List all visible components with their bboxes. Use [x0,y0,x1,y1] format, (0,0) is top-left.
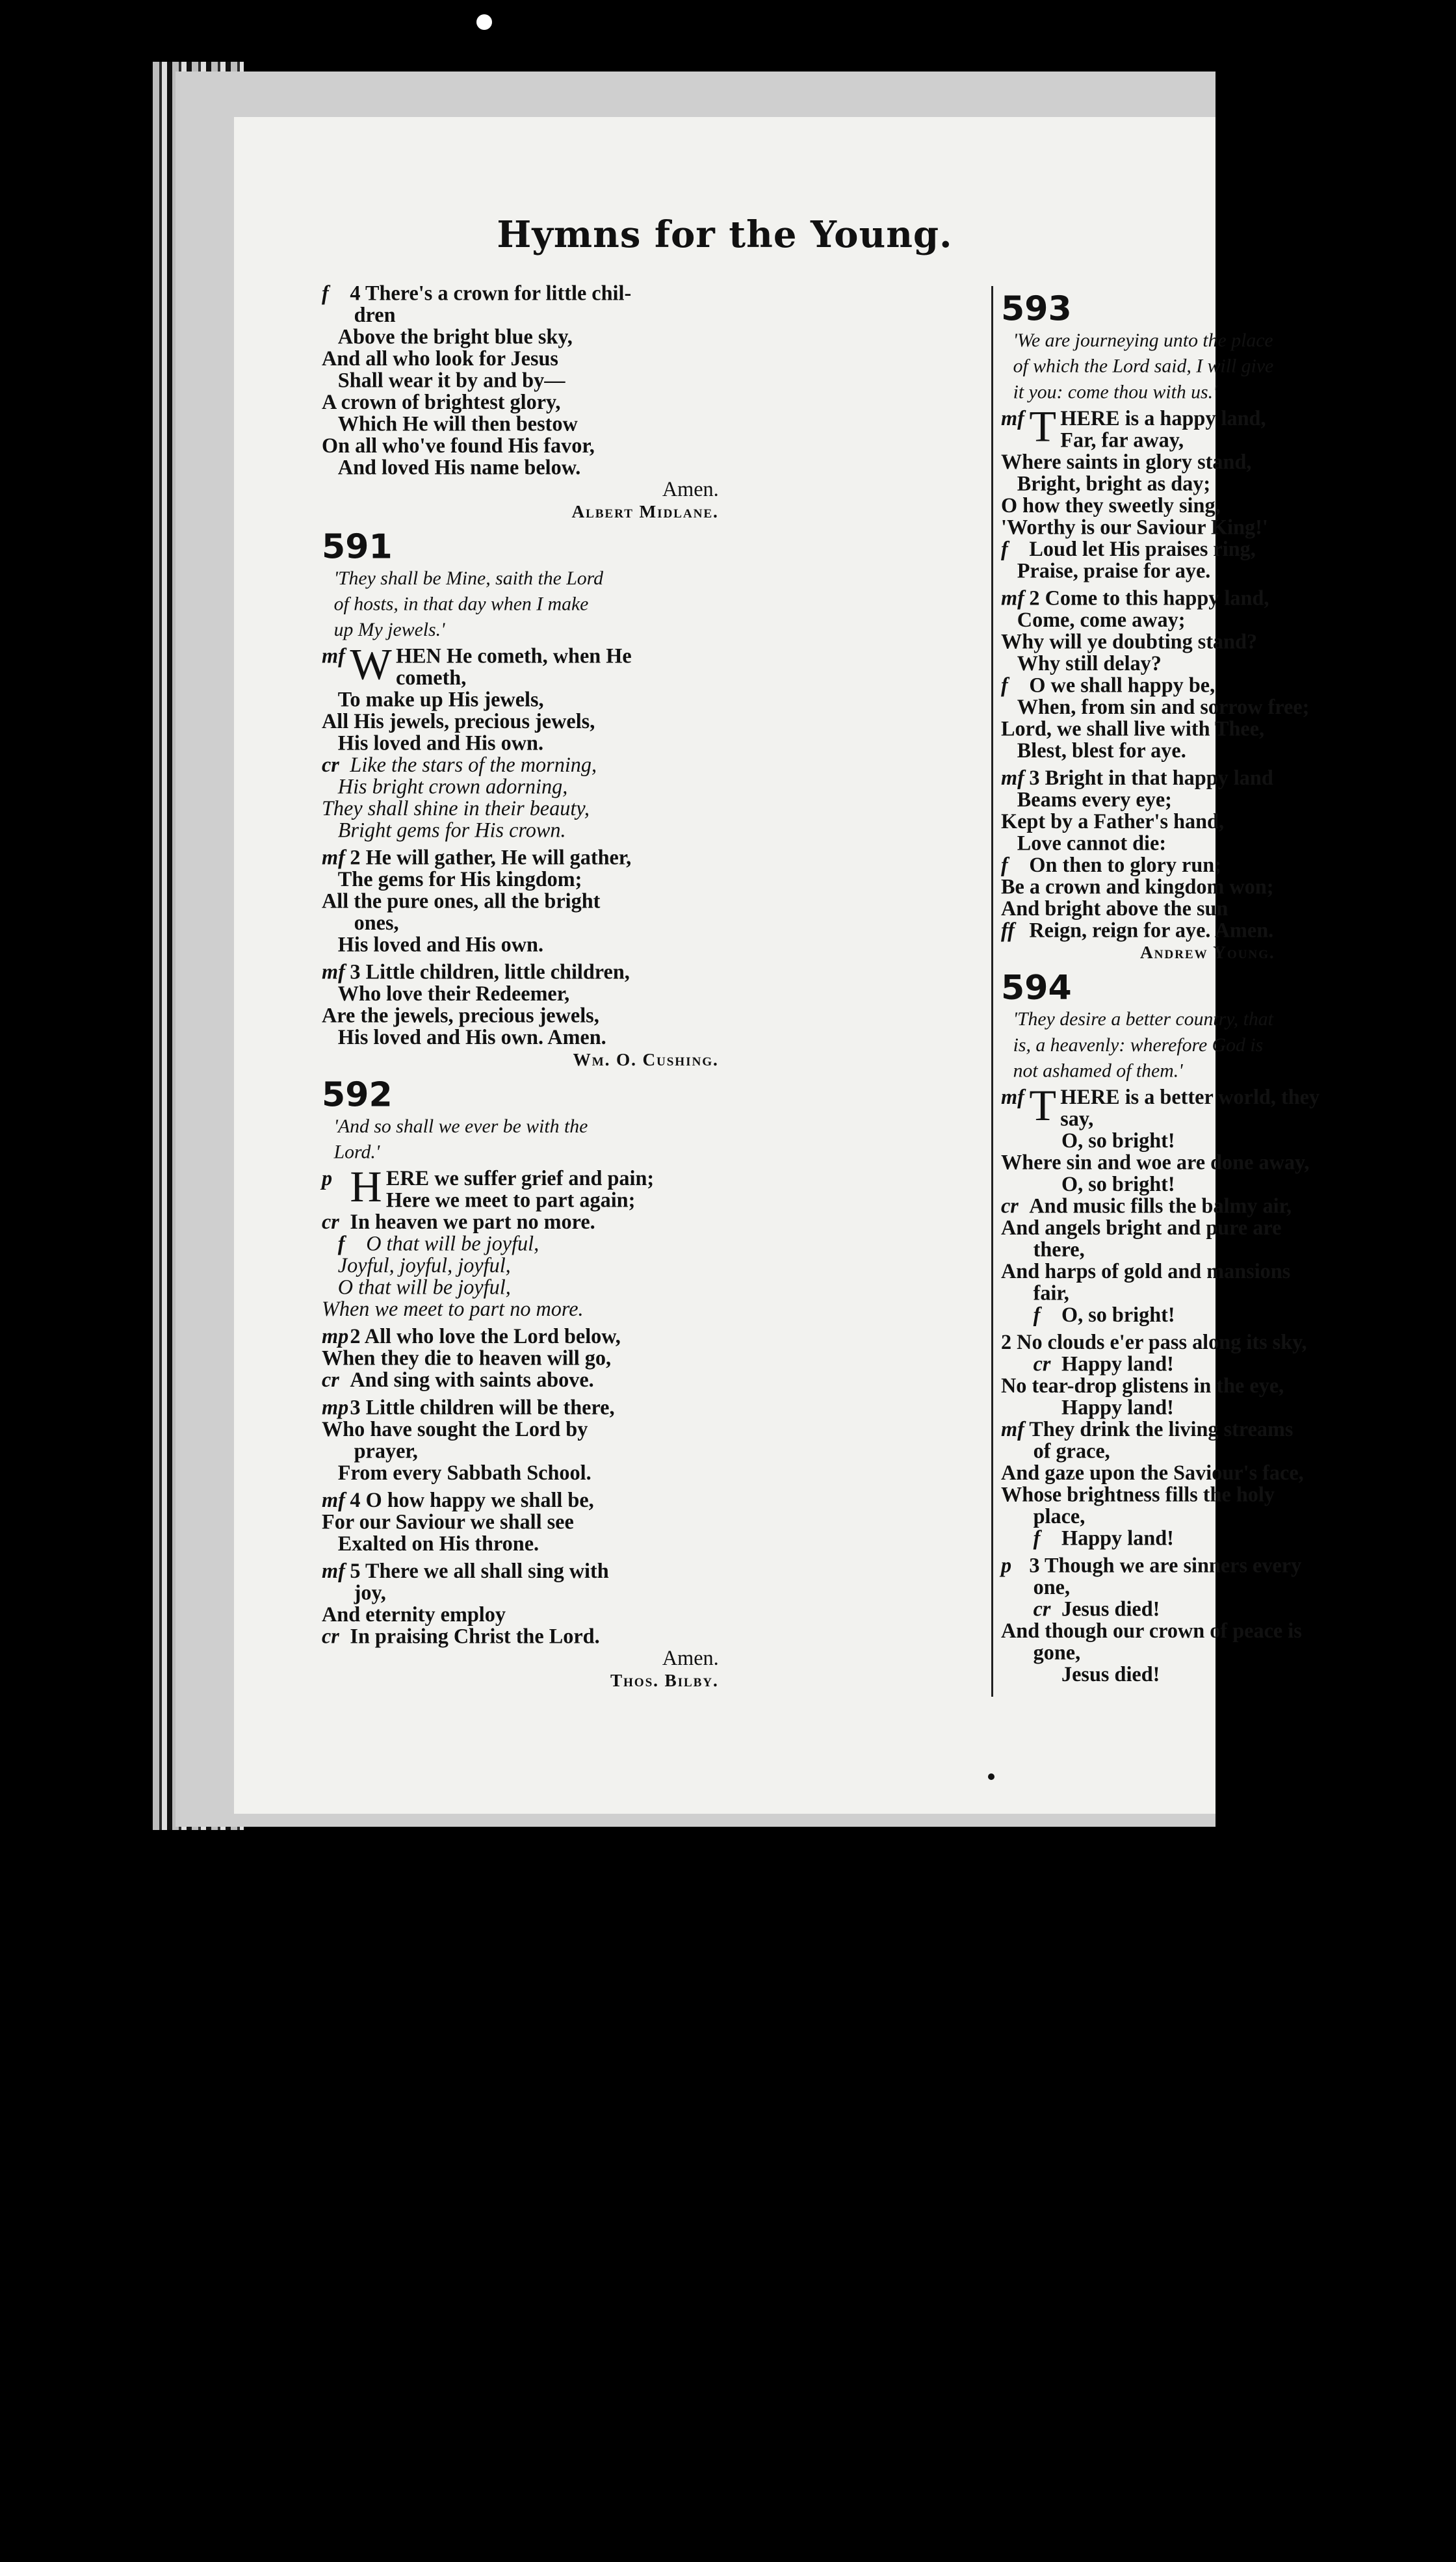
verse-text: 3 Little children, little children, [350,960,630,984]
verse-text: one, [1033,1576,1071,1599]
hymn-594-line [1001,1353,1283,1375]
hymn-epigraph: 'They shall be Mine, saith the Lord [333,567,604,589]
opening-line: HERE is a better world, they [1060,1086,1320,1109]
verse-text: Above the bright blue sky, [337,325,573,349]
hymn-592-line [322,1560,727,1582]
left-column-content [322,283,727,1692]
verse-text: 2 No clouds e'er pass along its sky, [1001,1331,1307,1354]
hymn-594-line [1001,1239,1283,1261]
opening-line: ERE we suffer grief and pain; [385,1167,655,1190]
hymn-593-line [1001,653,1283,674]
verse-text: A crown of brightest glory, [322,391,561,414]
hymn-591-line [322,733,727,754]
dynamic-mark: f [1033,1526,1041,1550]
hymn-590-line [322,391,727,413]
hymn-592-line [322,1462,727,1484]
verse-text: O we shall happy be, [1029,673,1216,697]
hymn-593-line [1001,833,1283,854]
verse-text: prayer, [354,1439,418,1463]
hymn-590-line [322,348,727,369]
verse-text: And though our crown of peace is [1001,1619,1302,1643]
hymn-number: 591 [322,527,393,566]
dynamic-mark: cr [1001,1194,1019,1218]
verse-text: And music fills the balmy air, [1029,1194,1292,1218]
hymn-594-line [1001,1461,1304,1485]
verse-text: Shall wear it by and by— [337,369,566,393]
verse-text: Exalted on His throne. [337,1532,540,1556]
hymn-591-line [322,961,727,983]
verse-text: And bright above the sun [1001,896,1228,921]
verse-text: Jesus died! [1061,1597,1160,1621]
right-column-content [1001,289,1320,1686]
dynamic-mark: f [337,1232,345,1256]
verse-text: 4 There's a crown for little chil- [350,281,632,306]
column-divider [991,286,993,1697]
hymn-592-line [322,1511,727,1533]
hymn-591-line [322,1027,727,1049]
hymn-594-line [1001,1642,1283,1664]
verse-text: And eternity employ [322,1603,506,1627]
verse-text: Reign, reign for aye. Amen. [1029,919,1274,942]
hymn-epigraph: 'They desire a better country, that [1013,1008,1273,1030]
scan-speck [476,14,492,30]
hymn-593-line [1001,609,1283,631]
opening-line: HEN He cometh, when He [395,644,632,668]
verse-text: When we meet to part no more. [322,1298,584,1321]
verse-text: 3 Little children will be there, [350,1396,615,1419]
drop-cap: W [350,639,392,689]
verse-text: O how they sweetly sing, [1001,493,1221,517]
verse-text: 2 Come to this happy land, [1029,586,1269,610]
hymn-593-line [1001,898,1283,919]
hymn-592-line [322,1277,727,1298]
hymn-592-line [322,1255,727,1276]
hymn-592-line [322,1370,727,1391]
hymn-594-line [1001,1173,1283,1195]
hymn-593-line [1001,451,1283,473]
opening-dynamic-row [1001,408,1029,429]
hymn-592-line [322,1397,727,1418]
hymn-590-line [322,435,727,456]
first-verse-opening [1001,1080,1320,1131]
hymn-epigraph: 'We are journeying unto the place [1013,330,1273,351]
verse-text: His loved and His own. [337,731,544,755]
dynamic-mark: ff [1001,919,1015,942]
verse-text: All the pure ones, all the bright [322,889,601,913]
verse-text: From every Sabbath School. [337,1461,592,1485]
dynamic-mark: f [322,281,329,306]
hymn-590-line [322,413,727,435]
hymn-594-line [1001,1484,1283,1506]
hymn-591-line [322,689,727,711]
hymn-594-line [1001,1418,1294,1441]
hymn-593-line [1001,811,1283,832]
verse-text: Bright gems for His crown. [337,818,566,842]
verse-text: Praise, praise for aye. [1017,559,1211,582]
verse-text: Happy land! [1061,1352,1174,1376]
hymn-epigraph: Lord.' [333,1141,380,1163]
opening-line: Here we meet to part again; [385,1188,636,1212]
hymn-591-line [322,776,727,798]
verse-text: They shall shine in their beauty, [322,797,590,820]
drop-cap: T [1029,401,1057,451]
verse-text: All His jewels, precious jewels, [322,710,595,733]
first-verse-opening [1001,401,1283,452]
hymn-594-line [1001,1528,1283,1549]
hymn-593-line [1001,517,1283,538]
dynamic-mark: mf [322,960,345,984]
hymn-593-line [1001,718,1283,740]
hymn-epigraph: it you: come thou with us.' [1013,381,1217,403]
verse-text: No tear-drop glistens in the eye, [1001,1374,1284,1398]
hymn-594-line [1001,1130,1283,1151]
verse-text: of grace, [1033,1439,1110,1463]
left-column [322,283,975,2562]
hymn-593-line [1001,631,1283,653]
verse-text: Love cannot die: [1017,831,1167,855]
hymn-author: Thos. Bilby. [610,1670,719,1691]
hymn-592-line [322,1298,727,1320]
hymn-594-line [1001,1506,1283,1527]
verse-text: Come, come away; [1017,608,1186,632]
hymn-592-line [322,1533,727,1554]
verse-text: Why will ye doubting stand? [1001,630,1258,653]
hymn-number: 593 [1001,289,1072,329]
hymn-591-line [322,934,727,956]
hymn-592-line [322,1626,727,1647]
dynamic-mark: mp [322,1396,349,1419]
verse-text: When, from sin and sorrow free; [1017,695,1310,719]
verse-text: 3 Though we are sinners every [1029,1554,1302,1577]
dynamic-mark: cr [322,753,339,777]
opening-line: cometh, [395,666,467,690]
verse-text: Happy land! [1061,1526,1174,1550]
drop-cap: T [1029,1080,1057,1130]
hymn-593-line [1001,695,1310,719]
verse-text: When they die to heaven will go, [322,1346,612,1370]
right-column [1001,283,1456,2541]
verse-text: there, [1033,1238,1085,1261]
verse-text: Happy land! [1061,1396,1174,1419]
dynamic-mark: mf [1001,766,1024,790]
opening-dynamic-row [322,1168,350,1190]
drop-cap: H [350,1162,382,1211]
verse-text: And angels bright and pure are [1001,1216,1282,1240]
hymn-593-line [1001,854,1283,876]
hymn-594-line [1001,1397,1283,1418]
hymn-592-line [322,1604,727,1625]
hymn-593-line [1001,767,1283,789]
verse-text: 2 He will gather, He will gather, [350,846,632,870]
verse-text: And loved His name below. [337,456,581,479]
verse-text: In praising Christ the Lord. [350,1625,600,1648]
dynamic-mark: cr [322,1625,339,1648]
dynamic-mark: mf [322,1489,345,1512]
dynamic-mark: mf [1001,1418,1024,1441]
hymn-591-line [322,798,727,819]
hymn-593-line [1001,473,1283,495]
hymn-590-line [322,326,727,348]
verse-text: fair, [1033,1281,1069,1305]
dynamic-mark: mf [1001,407,1024,430]
dynamic-mark: cr [322,1210,339,1234]
hymn-591-line [322,869,727,890]
verse-text: ones, [354,911,399,935]
hymn-number: 594 [1001,967,1072,1008]
amen-text: Amen. [662,1647,719,1670]
hymn-592-line [322,1441,727,1462]
hymn-591-line [322,891,727,912]
verse-text: Whose brightness fills the holy [1001,1483,1275,1506]
hymn-author: Andrew Young. [1140,943,1275,963]
dynamic-mark: f [1001,537,1008,561]
hymn-epigraph: of hosts, in that day when I make [333,593,589,615]
verse-text: Lord, we shall live with Thee, [1001,717,1265,740]
hymn-594-line [1001,1576,1283,1598]
verse-text: Joyful, joyful, joyful, [337,1254,511,1277]
hymn-592-line [322,1489,727,1511]
hymn-590-line [322,304,727,326]
verse-text: O that will be joyful, [337,1275,511,1300]
verse-text: Who love their Redeemer, [337,982,570,1006]
verse-text: Why still delay? [1017,652,1162,675]
hymn-epigraph: is, a heavenly: wherefore God is [1013,1034,1264,1056]
verse-text: Beams every eye; [1017,788,1172,811]
verse-text: And sing with saints above. [350,1368,594,1392]
hymn-epigraph: of which the Lord said, I will give [1013,355,1274,377]
verse-text: Where sin and woe are done away, [1001,1151,1310,1174]
dynamic-mark: p [1001,1554,1012,1577]
hymn-591-line [322,984,727,1005]
hymn-epigraph: not ashamed of them.' [1013,1060,1183,1082]
hymn-593-line [1001,675,1283,696]
dynamic-mark: cr [1033,1597,1051,1621]
hymn-592-line [322,1582,727,1604]
hymn-593-line [1001,495,1283,516]
verse-text: And gaze upon the Saviour's face, [1001,1461,1304,1485]
verse-text: And harps of gold and mansions [1001,1259,1291,1283]
hymn-epigraph: 'And so shall we ever be with the [333,1115,588,1137]
opening-line: Far, far away, [1060,428,1184,452]
verse-text: 4 O how happy we shall be, [350,1489,594,1512]
hymn-593-line [1001,789,1283,811]
verse-text: His loved and His own. [337,933,544,957]
verse-text: 3 Bright in that happy land [1029,766,1273,790]
hymn-594-line [1001,1217,1283,1238]
opening-line: HERE is a happy land, [1060,407,1266,430]
verse-text: On all who've found His favor, [322,434,595,458]
hymn-594-line [1001,1599,1283,1620]
verse-text: For our Saviour we shall see [322,1510,574,1534]
hymn-594-line [1001,1375,1283,1396]
hymn-593-line [1001,538,1283,560]
hymn-590-line [322,457,727,478]
verse-text: Blest, blest for aye. [1017,739,1186,763]
hymn-591-line [322,847,727,869]
verse-text: joy, [354,1581,386,1604]
verse-text: Who have sought the Lord by [322,1417,588,1441]
verse-text: His bright crown adorning, [337,775,568,798]
amen-text: Amen. [662,478,719,501]
verse-text: O, so bright! [1061,1173,1175,1196]
hymn-591-line [322,1005,727,1026]
dynamic-mark: f [1001,854,1008,877]
verse-text: In heaven we part no more. [350,1210,595,1234]
dynamic-mark: mf [322,644,345,668]
hymn-594-line [1001,1554,1302,1577]
page-mark [988,1773,994,1780]
hymn-594-line [1001,1664,1283,1685]
hymn-590-line [322,283,727,304]
verse-text: gone, [1033,1641,1081,1664]
dynamic-mark: f [1001,673,1008,697]
dynamic-mark: mf [322,1560,345,1583]
hymn-592-line [322,1348,727,1369]
hymn-593-line [1001,560,1283,582]
verse-text: On then to glory run; [1029,854,1221,877]
verse-text: place, [1033,1504,1086,1528]
hymn-author: Albert Midlane. [571,501,719,522]
first-verse-opening [322,1162,727,1212]
hymn-592-line [322,1233,727,1255]
hymn-593-line [1001,740,1283,761]
hymn-author: Wm. O. Cushing. [573,1049,719,1070]
hymn-number: 592 [322,1075,393,1115]
hymn-594-line [1001,1331,1307,1354]
first-verse-opening [322,639,727,690]
verse-text: Bright, bright as day; [1017,472,1211,495]
verse-text: Loud let His praises ring, [1029,537,1256,561]
hymn-591-line [322,754,727,776]
hymn-593-line [1001,588,1283,609]
dynamic-mark: mf [322,846,345,870]
hymn-591-line [322,912,727,934]
opening-dynamic-row [1001,1086,1029,1108]
hymn-592-line [322,1326,727,1348]
hymn-591-line [322,711,727,732]
dynamic-mark: cr [322,1368,339,1392]
hymn-590-line [322,370,727,391]
verse-text: Kept by a Father's hand, [1001,810,1225,833]
verse-text: Are the jewels, precious jewels, [322,1004,599,1028]
verse-text: Where saints in glory stand, [1001,451,1252,474]
hymn-594-line [1001,1194,1292,1218]
running-head: Hymns for the Young. [497,213,953,256]
book-page [234,117,1320,1814]
verse-text: Be a crown and kingdom won; [1001,875,1274,898]
verse-text: 'Worthy is our Saviour King!' [1001,516,1268,539]
hymn-594-line [1001,1304,1283,1326]
verse-text: Jesus died! [1061,1662,1160,1686]
dynamic-mark: cr [1033,1352,1051,1376]
verse-text: Which He will then bestow [337,412,578,436]
verse-text: The gems for His kingdom; [337,868,582,891]
verse-text: dren [354,304,396,327]
verse-text: O, so bright! [1061,1129,1175,1153]
dynamic-mark: f [1033,1303,1041,1327]
hymn-593-line [1001,920,1283,941]
hymn-594-line [1001,1619,1302,1643]
hymn-592-line [322,1211,727,1233]
verse-text: O that will be joyful, [366,1232,540,1256]
hymn-591-line [322,820,727,841]
verse-text: They drink the living streams [1029,1418,1294,1441]
hymn-592-line [322,1418,727,1440]
verse-text: 5 There we all shall sing with [350,1560,609,1583]
verse-text: His loved and His own. Amen. [337,1026,606,1049]
hymn-594-line [1001,1441,1283,1462]
hymn-epigraph: up My jewels.' [333,619,445,640]
verse-text: 2 All who love the Lord below, [350,1325,621,1348]
dynamic-mark: mf [1001,586,1024,610]
hymn-593-line [1001,876,1283,898]
opening-line: say, [1060,1107,1094,1131]
verse-text: Like the stars of the morning, [350,753,597,777]
dynamic-mark: mp [322,1325,349,1348]
hymn-594-line [1001,1151,1310,1174]
opening-dynamic-row [322,646,350,667]
hymn-594-line [1001,1259,1291,1283]
verse-text: And all who look for Jesus [322,347,558,371]
verse-text: O, so bright! [1061,1303,1175,1327]
verse-text: To make up His jewels, [337,688,544,712]
dynamic-mark: p [322,1167,333,1190]
hymn-594-line [1001,1283,1283,1304]
dynamic-mark: mf [1001,1086,1024,1109]
